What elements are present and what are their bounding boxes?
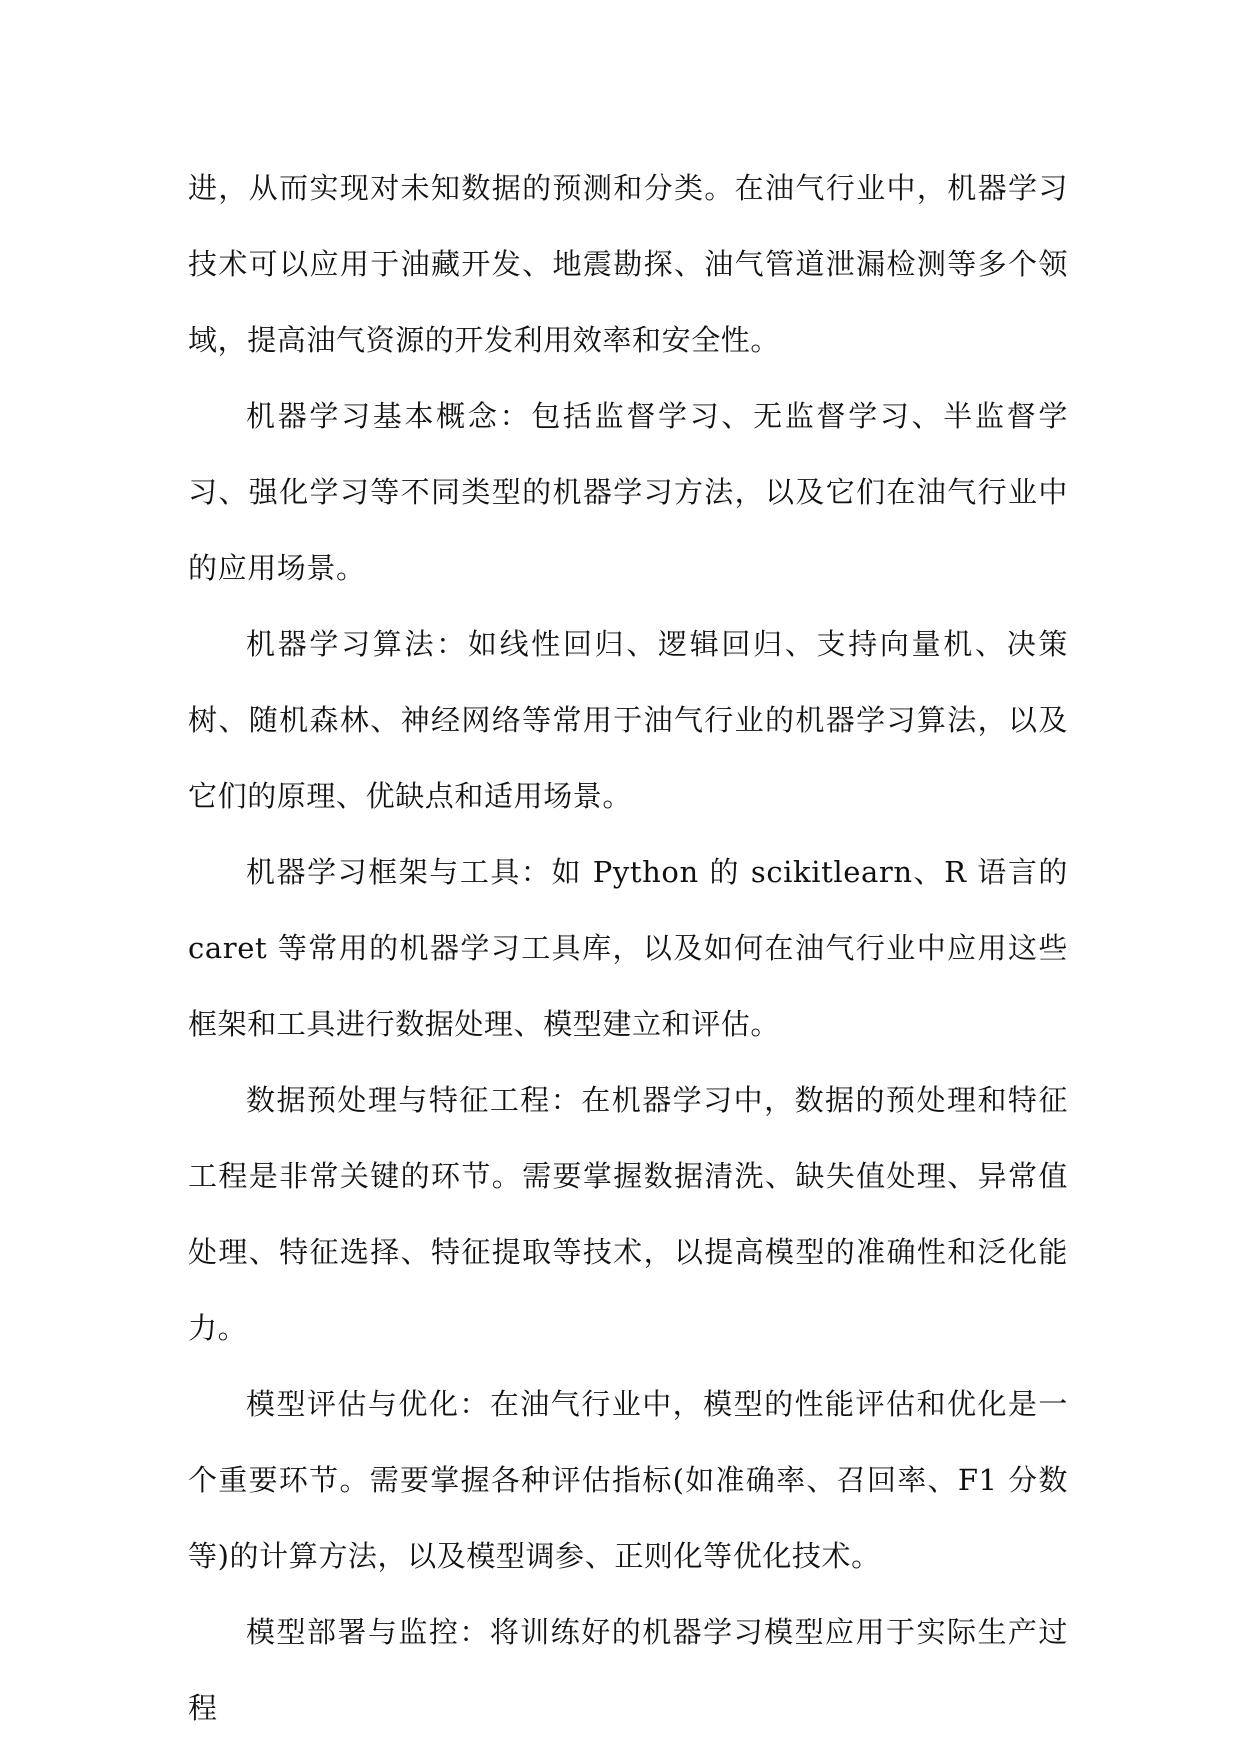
paragraph-ml-algorithms: 机器学习算法：如线性回归、逻辑回归、支持向量机、决策树、随机森林、神经网络等常用于油气行业的机器学习算法，以及它们的原理、优缺点和适用场景。 [188,627,1068,813]
paragraph-model-deployment: 模型部署与监控：将训练好的机器学习模型应用于实际生产过程 [188,1615,1068,1725]
paragraph-ml-basic-concepts: 机器学习基本概念：包括监督学习、无监督学习、半监督学习、强化学习等不同类型的机器学习方法，以及它们在油气行业中的应用场景。 [188,399,1068,585]
document-body [188,150,1068,1746]
paragraph-model-evaluation: 模型评估与优化：在油气行业中，模型的性能评估和优化是一个重要环节。需要掌握各种评估指标(如准确率、召回率、F1 分数等)的计算方法，以及模型调参、正则化等优化技术。 [188,1387,1068,1573]
paragraph-data-preprocessing: 数据预处理与特征工程：在机器学习中，数据的预处理和特征工程是非常关键的环节。需要掌握数据清洗、缺失值处理、异常值处理、特征选择、特征提取等技术，以提高模型的准确性和泛化能力。 [188,1083,1068,1345]
paragraph-continuation: 进，从而实现对未知数据的预测和分类。在油气行业中，机器学习技术可以应用于油藏开发、地震勘探、油气管道泄漏检测等多个领域，提高油气资源的开发利用效率和安全性。 [188,171,1068,357]
paragraph-ml-frameworks-tools: 机器学习框架与工具：如 Python 的 scikitlearn、R 语言的 caret 等常用的机器学习工具库，以及如何在油气行业中应用这些框架和工具进行数据处理、模型建立和评估。 [188,855,1068,1041]
